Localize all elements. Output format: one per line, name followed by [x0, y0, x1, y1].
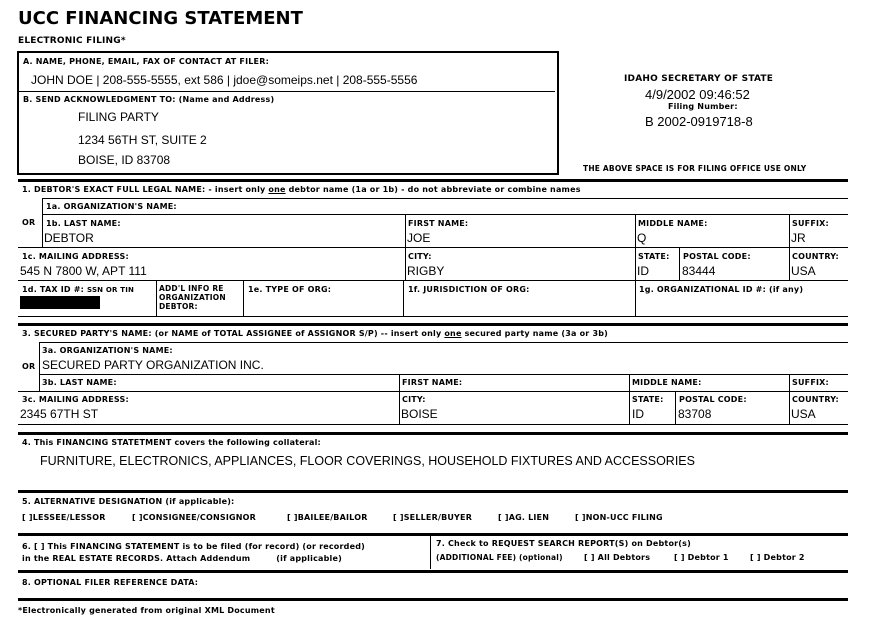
alt-seller-checkbox[interactable]: [ ]SELLER/BUYER	[393, 513, 473, 522]
debtor-country-value: USA	[791, 264, 816, 278]
rule	[399, 374, 400, 391]
rule	[405, 247, 406, 280]
bottom-rule	[18, 598, 848, 601]
secured-state-value: ID	[632, 407, 644, 421]
search-debtor2-checkbox[interactable]: [ ] Debtor 2	[750, 553, 805, 562]
rule	[629, 374, 630, 391]
alt-lessee-checkbox[interactable]: [ ]LESSEE/LESSOR	[22, 513, 106, 522]
debtor-heading: 1. DEBTOR'S EXACT FULL LEGAL NAME: - insert only one debtor name (1a or 1b) - do not abbreviate or combine names	[22, 185, 581, 194]
rule	[18, 391, 848, 392]
debtor-country-label: COUNTRY:	[792, 252, 839, 261]
alt-designation-label: 5. ALTERNATIVE DESIGNATION (if applicable):	[22, 497, 235, 506]
office-agency: IDAHO SECRETARY OF STATE	[624, 74, 774, 84]
secured-country-value: USA	[791, 407, 816, 421]
ack-street: 1234 56TH ST, SUITE 2	[78, 133, 207, 147]
debtor-city-label: CITY:	[408, 252, 432, 261]
alt-nonucc-checkbox[interactable]: [ ]NON-UCC FILING	[575, 513, 663, 522]
secured-city-value: BOISE	[401, 407, 438, 421]
footer-note: *Electronically generated from original XML Document	[18, 606, 275, 615]
optional-ref-label: 8. OPTIONAL FILER REFERENCE DATA:	[22, 578, 199, 587]
secured-org-label: 3a. ORGANIZATION'S NAME:	[42, 346, 173, 355]
debtor-middle-value: Q	[637, 231, 647, 245]
ack-city: BOISE, ID 83708	[78, 153, 171, 167]
rule	[789, 214, 790, 247]
filer-contact-value: JOHN DOE | 208-555-5555, ext 586 | jdoe@someips.net | 208-555-5556	[31, 73, 418, 87]
rule	[789, 247, 790, 280]
debtor-mail-value: 545 N 7800 W, APT 111	[20, 264, 147, 278]
secured-heading: 3. SECURED PARTY'S NAME: (or NAME of TOTAL ASSIGNEE of ASSIGNOR S/P) -- insert only one secured party name (3a or 3b)	[22, 329, 608, 338]
debtor-juris-label: 1f. JURISDICTION OF ORG:	[408, 285, 530, 294]
rule	[39, 342, 848, 343]
secured-city-label: CITY:	[402, 395, 426, 404]
debtor-suffix-value: JR	[791, 231, 806, 245]
rule	[42, 198, 43, 247]
filer-divider	[19, 91, 555, 92]
form-title: UCC FINANCING STATEMENT	[18, 8, 303, 29]
rule	[18, 316, 848, 317]
secured-first-label: FIRST NAME:	[402, 378, 463, 387]
debtor-or: OR	[22, 218, 36, 227]
debtor-addl-label: ADD'L INFO RE ORGANIZATION DEBTOR:	[159, 284, 226, 311]
rule	[789, 374, 790, 391]
real-estate-line2: in the REAL ESTATE RECORDS. Attach Addendum (if applicable)	[22, 554, 342, 563]
debtor-mail-label: 1c. MAILING ADDRESS:	[22, 252, 129, 261]
section-5-rule	[18, 490, 848, 493]
search-line1: 7. Check to REQUEST SEARCH REPORT(S) on Debtor(s)	[436, 539, 691, 548]
tax-id-redacted	[20, 296, 100, 309]
debtor-last-value: DEBTOR	[44, 231, 94, 245]
debtor-state-value: ID	[637, 264, 649, 278]
debtor-state-label: STATE:	[638, 252, 670, 261]
alt-aglien-checkbox[interactable]: [ ]AG. LIEN	[498, 513, 550, 522]
collateral-value: FURNITURE, ELECTRONICS, APPLIANCES, FLOOR COVERINGS, HOUSEHOLD FIXTURES AND ACCESSORIES	[40, 454, 695, 468]
section-6-rule	[18, 533, 848, 536]
search-all-checkbox[interactable]: [ ] All Debtors	[584, 553, 651, 562]
rule	[18, 280, 848, 281]
debtor-postal-label: POSTAL CODE:	[683, 252, 751, 261]
office-filing-number-label: Filing Number:	[668, 102, 738, 111]
rule	[675, 391, 676, 424]
rule	[679, 247, 680, 280]
secured-mail-value: 2345 67TH ST	[20, 407, 99, 421]
search-fee: (ADDITIONAL FEE) (optional)	[436, 553, 563, 562]
filer-contact-label: A. NAME, PHONE, EMAIL, FAX OF CONTACT AT FILER:	[23, 57, 269, 66]
ack-name: FILING PARTY	[78, 110, 159, 124]
debtor-tax-label: 1d. TAX ID #: SSN OR TIN	[22, 285, 135, 294]
secured-country-label: COUNTRY:	[792, 395, 839, 404]
debtor-type-label: 1e. TYPE OF ORG:	[248, 285, 332, 294]
rule	[635, 247, 636, 280]
alt-consignee-checkbox[interactable]: [ ]CONSIGNEE/CONSIGNOR	[132, 513, 257, 522]
debtor-middle-label: MIDDLE NAME:	[638, 219, 708, 228]
secured-suffix-label: SUFFIX:	[792, 378, 829, 387]
debtor-last-label: 1b. LAST NAME:	[46, 219, 121, 228]
real-estate-line1[interactable]: 6. [ ] This FINANCING STATEMENT is to be filed (for record) (or recorded)	[22, 542, 365, 551]
search-debtor1-checkbox[interactable]: [ ] Debtor 1	[674, 553, 729, 562]
ack-label: B. SEND ACKNOWLEDGMENT TO: (Name and Address)	[23, 95, 275, 104]
rule	[789, 391, 790, 424]
form-subtitle: ELECTRONIC FILING*	[18, 36, 126, 46]
section-4-rule	[18, 432, 848, 435]
secured-last-label: 3b. LAST NAME:	[42, 378, 117, 387]
debtor-city-value: RIGBY	[407, 264, 445, 278]
secured-postal-label: POSTAL CODE:	[679, 395, 747, 404]
office-filing-number: B 2002-0919718-8	[645, 114, 753, 129]
rule	[42, 198, 848, 199]
alt-bailee-checkbox[interactable]: [ ]BAILEE/BAILOR	[287, 513, 368, 522]
rule	[39, 342, 40, 391]
secured-mail-label: 3c. MAILING ADDRESS:	[22, 395, 129, 404]
office-note: THE ABOVE SPACE IS FOR FILING OFFICE USE ONLY	[583, 164, 807, 173]
office-datetime: 4/9/2002 09:46:52	[645, 87, 750, 102]
debtor-suffix-label: SUFFIX:	[792, 219, 829, 228]
rule	[399, 391, 400, 424]
rule	[156, 280, 157, 316]
rule	[42, 214, 848, 215]
secured-org-value: SECURED PARTY ORGANIZATION INC.	[42, 358, 264, 372]
rule	[629, 391, 630, 424]
section-3-rule	[18, 323, 848, 326]
rule	[18, 424, 848, 425]
debtor-orgid-label: 1g. ORGANIZATIONAL ID #: (if any)	[639, 285, 804, 294]
debtor-org-label: 1a. ORGANIZATION'S NAME:	[46, 202, 177, 211]
rule	[430, 535, 431, 569]
collateral-label: 4. This FINANCING STATETMENT covers the following collateral:	[22, 438, 321, 447]
rule	[18, 247, 848, 248]
secured-state-label: STATE:	[632, 395, 664, 404]
rule	[243, 280, 244, 316]
debtor-postal-value: 83444	[682, 264, 716, 278]
section-1-rule	[18, 179, 848, 182]
rule	[635, 214, 636, 247]
section-8-rule	[18, 570, 848, 573]
rule	[403, 280, 404, 316]
debtor-first-value: JOE	[407, 231, 431, 245]
rule	[635, 280, 636, 316]
debtor-first-label: FIRST NAME:	[408, 219, 469, 228]
rule	[39, 374, 848, 375]
rule	[405, 214, 406, 247]
secured-middle-label: MIDDLE NAME:	[632, 378, 702, 387]
secured-postal-value: 83708	[678, 407, 712, 421]
secured-or: OR	[22, 362, 36, 371]
